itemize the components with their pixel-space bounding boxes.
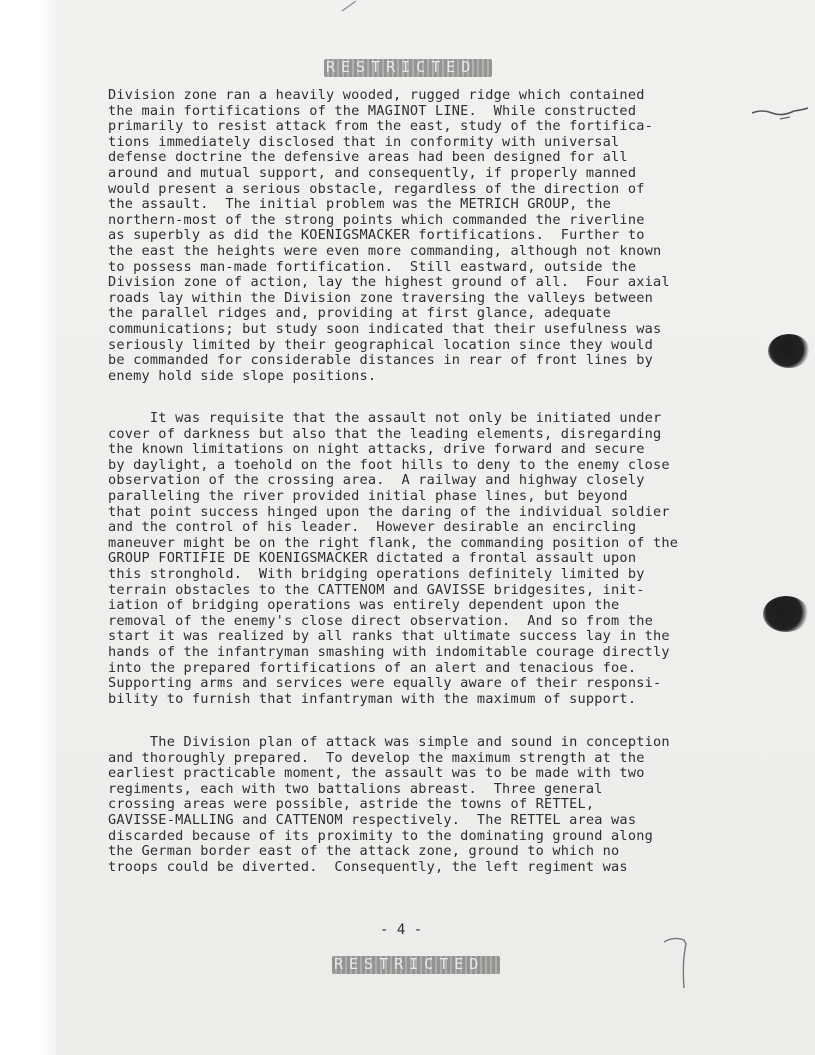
paragraph-2 (108, 411, 768, 707)
text-line: and the control of his leader. However desirable an encircling (108, 519, 637, 536)
text-line: to possess man-made fortification. Still eastward, outside the (108, 258, 637, 275)
text-line: northern-most of the strong points which commanded the riverline (108, 211, 645, 228)
text-line: around and mutual support, and consequently, if properly manned (108, 164, 637, 181)
handwritten-mark (660, 932, 700, 992)
page-number: - 4 - (380, 922, 423, 938)
text-line: discarded because of its proximity to the dominating ground along (108, 827, 653, 844)
text-line: tions immediately disclosed that in conformity with universal (108, 133, 620, 150)
text-line: maneuver might be on the right flank, the commanding position of the (108, 534, 679, 551)
ink-blot (768, 334, 810, 368)
text-line: cover of darkness but also that the leading elements, disregarding (108, 425, 662, 442)
text-line: the assault. The initial problem was the METRICH GROUP, the (108, 196, 612, 213)
text-line: start it was realized by all ranks that ultimate success lay in the (108, 628, 670, 645)
text-line: roads lay within the Division zone traversing the valleys between (108, 289, 653, 306)
text-line: this stronghold. With bridging operations definitely limited by (108, 565, 645, 582)
text-line: and thoroughly prepared. To develop the maximum strength at the (108, 749, 645, 766)
text-line: communications; but study soon indicated that their usefulness was (108, 320, 662, 337)
text-line: that point success hinged upon the daring of the individual soldier (108, 503, 670, 520)
text-line: regiments, each with two battalions abreast. Three general (108, 780, 603, 797)
text-line: the parallel ridges and, providing at first glance, adequate (108, 305, 612, 322)
classification-stamp-bottom (326, 952, 526, 978)
text-line: by daylight, a toehold on the foot hills to deny to the enemy close (108, 456, 670, 473)
text-line: defense doctrine the defensive areas had been designed for all (108, 149, 628, 166)
text-line: troops could be diverted. Consequently, the left regiment was (108, 858, 628, 875)
text-line: Division zone of action, lay the highest ground of all. Four axial (108, 274, 670, 291)
top-pen-tick (340, 0, 360, 12)
text-line: earliest practicable moment, the assault was to be made with two (108, 765, 645, 782)
text-line: iation of bridging operations was entirely dependent upon the (108, 597, 620, 614)
text-line: GROUP FORTIFIE DE KOENIGSMACKER dictated a frontal assault upon (108, 550, 637, 567)
text-line: the known limitations on night attacks, drive forward and secure (108, 441, 645, 458)
paragraph-3 (108, 735, 768, 875)
text-line: as superbly as did the KOENIGSMACKER fortifications. Further to (108, 227, 645, 244)
text-line: Division zone ran a heavily wooded, rugged ridge which contained (108, 87, 645, 103)
text-line: enemy hold side slope positions. (108, 367, 377, 384)
classification-label-top: RESTRICTED (326, 58, 477, 76)
text-line: The Division plan of attack was simple and sound in conception (108, 734, 670, 750)
text-line: GAVISSE-MALLING and CATTENOM respectively. The RETTEL area was (108, 811, 637, 828)
text-line: Supporting arms and services were equally aware of their responsi- (108, 675, 662, 692)
text-line: seriously limited by their geographical location since they would (108, 336, 653, 353)
text-line: It was requisite that the assault not only be initiated under (108, 410, 662, 426)
text-line: terrain obstacles to the CATTENOM and GAVISSE bridgesites, init- (108, 581, 645, 598)
text-line: the main fortifications of the MAGINOT LINE. While constructed (108, 102, 637, 119)
text-line: into the prepared fortifications of an alert and tenacious foe. (108, 659, 637, 676)
margin-pen-mark (750, 105, 810, 127)
text-line: would present a serious obstacle, regardless of the direction of (108, 180, 645, 197)
text-line: hands of the infantryman smashing with indomitable courage directly (108, 643, 670, 660)
text-line: observation of the crossing area. A railway and highway closely (108, 472, 645, 489)
text-line: bility to furnish that infantryman with the maximum of support. (108, 690, 637, 707)
classification-stamp-top (318, 55, 518, 81)
paragraph-1 (108, 88, 768, 384)
text-line: crossing areas were possible, astride the towns of RETTEL, (108, 796, 595, 813)
text-line: removal of the enemy's close direct observation. And so from the (108, 612, 653, 629)
classification-label-bottom: RESTRICTED (334, 955, 485, 973)
text-line: the German border east of the attack zone, ground to which no (108, 843, 620, 860)
text-line: primarily to resist attack from the east, study of the fortifica- (108, 118, 653, 135)
text-line: the east the heights were even more commanding, although not known (108, 242, 662, 259)
text-line: be commanded for considerable distances in rear of front lines by (108, 352, 653, 369)
text-line: paralleling the river provided initial phase lines, but beyond (108, 487, 628, 504)
ink-blot (763, 596, 809, 632)
